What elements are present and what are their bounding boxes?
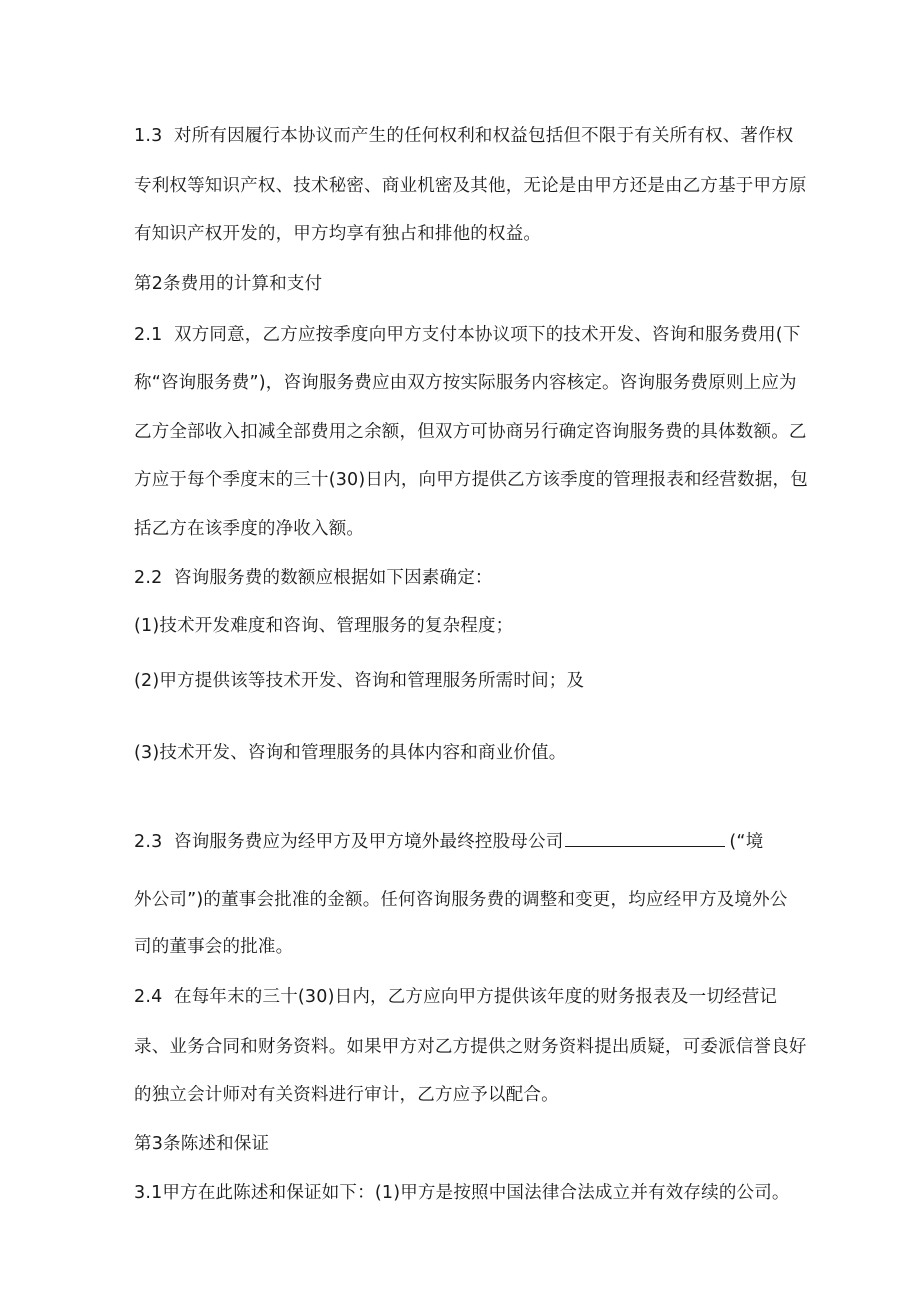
factor-item-1: (1)技术开发难度和咨询、管理服务的复杂程度；: [134, 616, 514, 636]
clause-number: 2.1: [134, 325, 163, 345]
article-3-heading: 第3条陈述和保证: [134, 1134, 270, 1154]
factor-item-2: (2)甲方提供该等技术开发、咨询和管理服务所需时间；及: [134, 671, 585, 691]
clause-2-4-line-2: 录、业务合同和财务资料。如果甲方对乙方提供之财务资料提出质疑，可委派信誉良好: [134, 1037, 807, 1057]
clause-2-4-line-3: 的独立会计师对有关资料进行审计，乙方应予以配合。: [134, 1085, 559, 1105]
clause-2-2-line-1: [134, 566, 493, 590]
clause-number: 2.2: [134, 568, 163, 588]
clause-number: 1.3: [134, 126, 163, 146]
factor-item-3: (3)技术开发、咨询和管理服务的具体内容和商业价值。: [134, 743, 567, 763]
clause-2-1-line-4: 方应于每个季度末的三十(30)日内，向甲方提供乙方该季度的管理报表和经营数据，包: [134, 470, 808, 490]
clause-3-1-line-1: 3.1甲方在此陈述和保证如下：(1)甲方是按照中国法律合法成立并有效存续的公司。: [134, 1183, 790, 1203]
clause-2-3-line-1: [134, 830, 763, 854]
clause-2-1-line-2: 称“咨询服务费”)，咨询服务费应由双方按实际服务内容核定。咨询服务费原则上应为: [134, 373, 797, 393]
clause-2-4-line-1: [134, 985, 777, 1009]
clause-text: 双方同意，乙方应按季度向甲方支付本协议项下的技术开发、咨询和服务费用(下: [174, 325, 801, 345]
fill-in-blank: [565, 832, 725, 847]
clause-text: 咨询服务费应为经甲方及甲方境外最终控股母公司: [174, 832, 564, 852]
clause-2-3-line-3: 司的董事会的批准。: [134, 937, 294, 957]
clause-text: (“境: [729, 832, 764, 852]
clause-text: 在每年末的三十(30)日内，乙方应向甲方提供该年度的财务报表及一切经营记: [174, 987, 778, 1007]
clause-2-1-line-1: [134, 323, 801, 347]
article-2-heading: 第2条费用的计算和支付: [134, 274, 323, 294]
clause-text: 咨询服务费的数额应根据如下因素确定：: [174, 568, 493, 588]
clause-2-1-line-5: 括乙方在该季度的净收入额。: [134, 519, 365, 539]
clause-number: 2.3: [134, 832, 163, 852]
clause-1-3-line-3: 有知识产权开发的，甲方均享有独占和排他的权益。: [134, 224, 542, 244]
clause-2-1-line-3: 乙方全部收入扣减全部费用之余额，但双方可协商另行确定咨询服务费的具体数额。乙: [134, 422, 807, 442]
clause-1-3-line-1: [134, 124, 794, 148]
clause-number: 2.4: [134, 987, 163, 1007]
clause-2-3-line-2: 外公司”)的董事会批准的金额。任何咨询服务费的调整和变更，均应经甲方及境外公: [134, 890, 788, 910]
clause-text: 对所有因履行本协议而产生的任何权利和权益包括但不限于有关所有权、著作权: [174, 126, 794, 146]
clause-1-3-line-2: 专利权等知识产权、技术秘密、商业机密及其他，无论是由甲方还是由乙方基于甲方原: [134, 176, 807, 196]
